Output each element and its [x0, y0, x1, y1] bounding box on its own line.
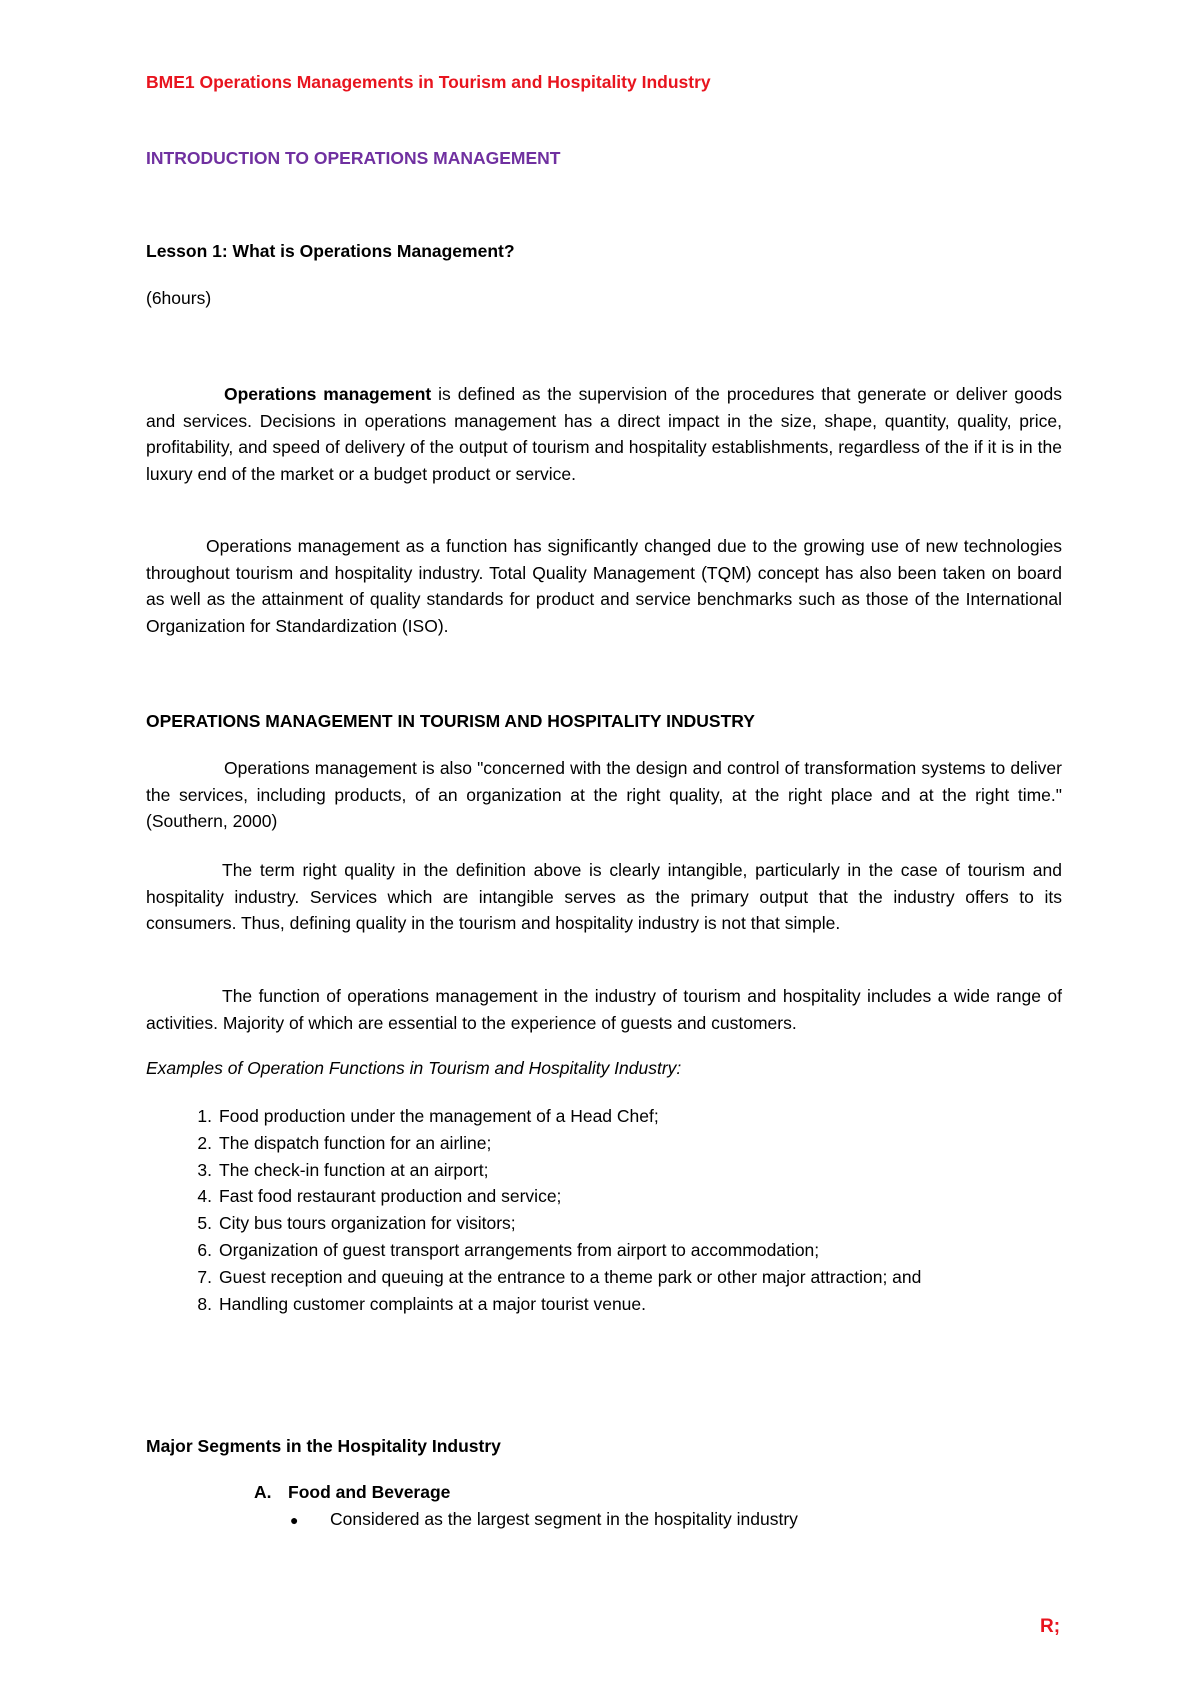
section2-title: OPERATIONS MANAGEMENT IN TOURISM AND HOSPITALITY INDUSTRY — [146, 711, 755, 731]
paragraph-function-change: Operations management as a function has significantly changed due to the growing use of new technologies throughout tourism and hospitality industry. Total Quality Management (TQM) concept has also been taken on board as well as the attainment of quality standards for product and service benchmarks such as those of the International Organization for Standardization (ISO). — [146, 536, 1062, 636]
list-text: Organization of guest transport arrangements from airport to accommodation; — [219, 1239, 820, 1260]
bullet-icon: ● — [290, 1512, 299, 1528]
list-text: The dispatch function for an airline; — [219, 1132, 492, 1153]
list-number: 7. — [197, 1266, 212, 1287]
list-number: 6. — [197, 1239, 212, 1260]
examples-heading: Examples of Operation Functions in Tourism and Hospitality Industry: — [146, 1058, 682, 1078]
list-text: Food production under the management of a Head Chef; — [219, 1106, 659, 1126]
list-number: 8. — [197, 1293, 212, 1314]
paragraph-definition-lead: Operations management — [224, 384, 432, 404]
paragraph-southern-quote: Operations management is also "concerned with the design and control of transformation systems to deliver the services, including products, of an organization at the right quality, at the right place and at the right time." (Southern, 2000) — [146, 758, 1062, 831]
course-header: BME1 Operations Managements in Tourism and Hospitality Industry — [146, 72, 711, 92]
list-text: Fast food restaurant production and service; — [219, 1186, 562, 1207]
paragraph-right-quality: The term right quality in the definition above is clearly intangible, particularly in the case of tourism and hospitality industry. Services which are intangible serves as the primary output that the industry offers to its consumers. Thus, defining quality in the tourism and hospitality industry is not that simple. — [146, 860, 1062, 933]
paragraph-definition-text: is defined as the supervision of the procedures that generate or deliver goods and services. Decisions in operations management has a direct impact in the size, shape, quantity, quality, price, profitability, and speed of delivery of the output of tourism and hospitality establishments, regardless of the if it is in the luxury end of the market or a budget product or service. — [146, 384, 1062, 484]
list-text: Handling customer complaints at a major tourist venue. — [219, 1293, 647, 1314]
segment-a-letter: A. — [254, 1482, 272, 1502]
list-number: 5. — [197, 1213, 212, 1234]
segment-a-bullet-text: Considered as the largest segment in the hospitality industry — [330, 1509, 798, 1529]
list-text: The check-in function at an airport; — [219, 1159, 489, 1180]
segments-title: Major Segments in the Hospitality Industry — [146, 1436, 501, 1456]
section-title: INTRODUCTION TO OPERATIONS MANAGEMENT — [146, 148, 561, 168]
paragraph-wide-range: The function of operations management in the industry of tourism and hospitality includes a wide range of activities. Majority of which are essential to the experience of guests and customers. — [146, 986, 1062, 1033]
lesson-hours: (6hours) — [146, 288, 212, 308]
segment-a-bullet — [290, 1509, 798, 1530]
footer-mark: R; — [1040, 1616, 1061, 1637]
list-number: 4. — [197, 1186, 212, 1207]
list-text: Guest reception and queuing at the entrance to a theme park or other major attraction; and — [219, 1266, 922, 1287]
list-text: City bus tours organization for visitors; — [219, 1213, 516, 1234]
list-number: 1. — [197, 1106, 212, 1126]
paragraph-definition — [146, 381, 1062, 487]
list-number: 3. — [197, 1159, 212, 1180]
list-number: 2. — [197, 1132, 212, 1153]
segment-a-title: Food and Beverage — [288, 1482, 451, 1502]
lesson-title: Lesson 1: What is Operations Management? — [146, 241, 515, 261]
segment-a-heading — [254, 1482, 450, 1503]
